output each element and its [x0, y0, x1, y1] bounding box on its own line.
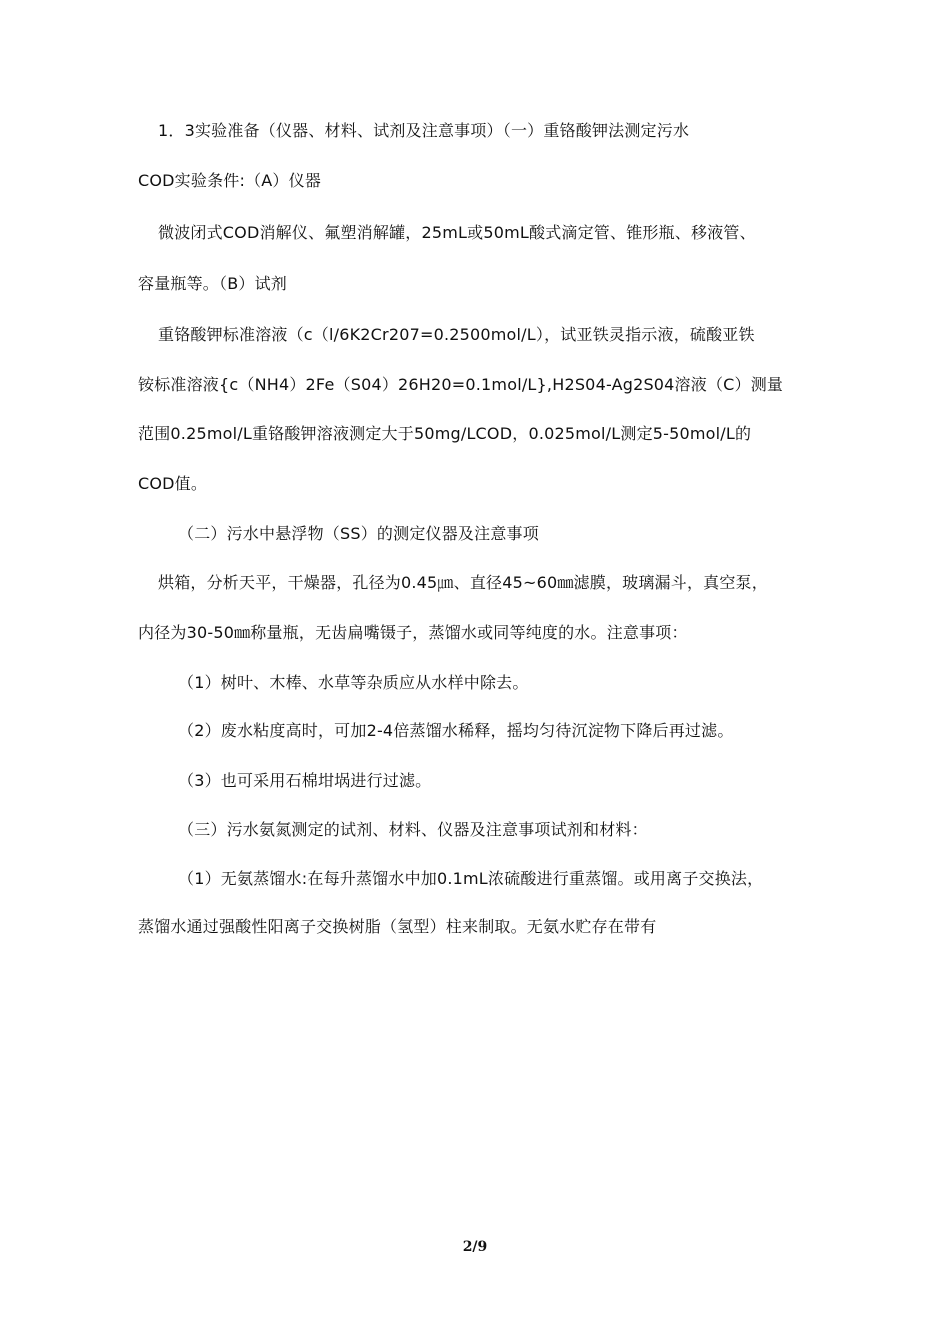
paragraph-line: 铵标准溶液{c（NH4）2Fe（S04）26H20=0.1mol/L},H2S04-Ag2S04溶液（C）测量: [138, 375, 784, 394]
paragraph-line: COD实验条件:（A）仪器: [138, 171, 322, 190]
paragraph-line: 容量瓶等。（B）试剂: [138, 274, 287, 293]
page-number: 2/9: [462, 1239, 488, 1255]
list-item: （1）树叶、木棒、水草等杂质应从水样中除去。: [178, 673, 529, 692]
list-item: （1）无氨蒸馏水:在每升蒸馏水中加0.1mL浓硫酸进行重蒸馏。或用离子交换法，: [178, 869, 764, 888]
paragraph-line: COD值。: [138, 474, 208, 493]
paragraph-line: 烘箱，分析天平，干燥器，孔径为0.45㎛、直径45~60㎜滤膜，玻璃漏斗，真空泵，: [158, 573, 768, 592]
paragraph-line: 范围0.25mol/L重铬酸钾溶液测定大于50mg/LCOD，0.025mol/L测定5-50mol/L的: [138, 424, 752, 443]
paragraph-line: 重铬酸钾标准溶液（c（l/6K2Cr207=0.2500mol/L），试亚铁灵指示液，硫酸亚铁: [158, 325, 755, 344]
section-heading-1-3: 1．3实验准备（仪器、材料、试剂及注意事项）（一）重铬酸钾法测定污水: [158, 121, 690, 140]
paragraph-line: 微波闭式COD消解仪、氟塑消解罐，25mL或50mL酸式滴定管、锥形瓶、移液管、: [158, 223, 756, 242]
list-item: （2）废水粘度高时，可加2-4倍蒸馏水稀释，摇均匀待沉淀物下降后再过滤。: [178, 721, 734, 740]
paragraph-line: 蒸馏水通过强酸性阳离子交换树脂（氢型）柱来制取。无氨水贮存在带有: [138, 917, 657, 936]
list-item: （3）也可采用石棉坩埚进行过滤。: [178, 771, 432, 790]
subsection-heading-ammonia: （三）污水氨氮测定的试剂、材料、仪器及注意事项试剂和材料：: [178, 820, 648, 839]
paragraph-line: 内径为30-50㎜称量瓶，无齿扁嘴镊子，蒸馏水或同等纯度的水。注意事项：: [138, 623, 688, 642]
subsection-heading-ss: （二）污水中悬浮物（SS）的测定仪器及注意事项: [178, 524, 539, 543]
